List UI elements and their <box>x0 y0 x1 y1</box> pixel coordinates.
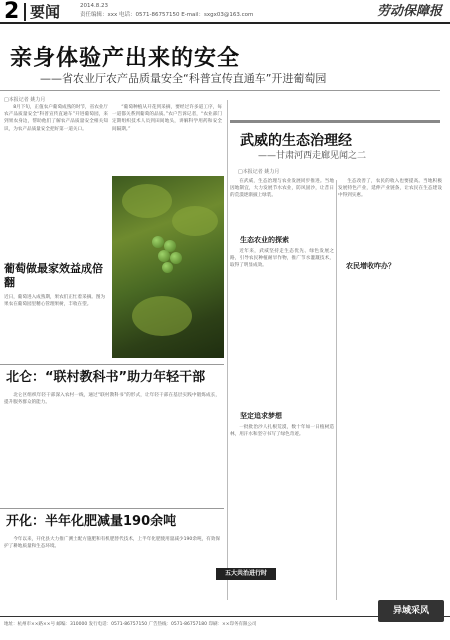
feature-column <box>338 178 442 258</box>
leaf-shape <box>132 296 192 336</box>
feature-column <box>230 424 334 484</box>
lead-divider <box>0 90 440 91</box>
feature-byline: □本报记者 姚力月 <box>238 169 280 175</box>
lead-paragraph: 8月下旬，正值农户葡萄成熟的时节，省农业厅农产品质量安全“科普宣传直通车”开进葡萄园，来到果农身边，帮助他们了解农产品质量安全相关知识，为农产品质量安全把好第一道关口。 <box>4 105 108 132</box>
photo-caption: 近日，葡萄进入成熟期，果农们正忙着采摘。图为果农在葡萄园里精心管理果树，丰收在望。 <box>4 295 106 308</box>
leaf-shape <box>172 206 218 236</box>
footer <box>0 616 450 640</box>
page-number: 2 <box>4 0 20 24</box>
kaihua-text <box>4 536 220 582</box>
issue-date: 2014.8.23 <box>80 3 108 9</box>
feature-subhead: 农民增收咋办？ <box>346 262 395 270</box>
feature-paragraph: 在武威，生态治理与农业发展同步推进。当地因地制宜，大力发展节水农业，防风固沙，让昔日的荒漠逐渐披上绿装。 <box>230 179 334 199</box>
editor-info: 责任编辑：xxx 电话：0571-86757150 E-mail：sxgx03@163.com <box>80 12 254 18</box>
grape-shape <box>158 250 170 262</box>
grape-shape <box>162 262 173 273</box>
lead-column-2 <box>112 104 222 174</box>
feature-column <box>230 178 334 238</box>
leaf-shape <box>122 184 172 218</box>
section-divider <box>0 364 224 365</box>
feature-headline: 武威的生态治理经 <box>240 133 352 149</box>
series-banner: 五大共治进行时 <box>216 568 276 580</box>
beilun-paragraph: 北仑区组织年轻干部深入农村一线，通过“联村教科书”的形式，让年轻干部在基层实践中锻炼成长，提升服务群众的能力。 <box>4 393 220 406</box>
feature-paragraph: 近年来，武威坚持走生态优先、绿色发展之路，引导农民种植耐旱作物，推广节水灌溉技术，取得了明显成效。 <box>230 249 334 269</box>
lead-byline: □本报记者 姚力月 <box>4 97 46 103</box>
column-divider <box>227 100 228 600</box>
beilun-text <box>4 392 220 452</box>
feature-subhead: 生态农业的探索 <box>240 236 289 244</box>
feature-subhead: 坚定追求梦想 <box>240 412 282 420</box>
lead-column-1 <box>4 104 108 254</box>
section-divider <box>0 508 224 509</box>
paper-name: 劳动保障报 <box>376 4 442 19</box>
feature-column <box>230 248 334 308</box>
column-divider <box>336 180 337 600</box>
column-logo: 异域采风 <box>378 600 444 622</box>
grape-shape <box>170 252 182 264</box>
lead-subheadline: ——省农业厅农产品质量安全“科普宣传直通车”开进葡萄园 <box>40 72 327 85</box>
lead-headline: 亲身体验产出来的安全 <box>10 46 241 71</box>
section-title: 要闻 <box>24 3 60 21</box>
feature-subheadline: ——甘肃河西走廊见闻之二 <box>258 151 367 161</box>
footer-info: 地址：杭州市××路××号 邮编：310000 发行电话：0571-86757150 广告热线：0571-86757180 印刷：××印务有限公司 <box>4 622 257 627</box>
feature-paragraph: 生态改善了，农民的收入也要提高。当地积极发展特色产业，延伸产业链条，让农民在生态建设中得到实惠。 <box>338 179 442 199</box>
grape-photo <box>112 176 224 358</box>
lead-paragraph: “葡萄种植从开花到采摘，要经过许多道工序，每一道都关系到葡萄的品质。”农户告诉记者，“农业部门定期组织技术人员到田间地头，讲解科学用药和安全间隔期。” <box>112 105 222 132</box>
feature-paragraph: 一批批治沙人扎根荒漠，数十年如一日植树造林，用汗水和坚守书写了绿色奇迹。 <box>230 425 334 438</box>
kaihua-paragraph: 今年以来，开化县大力推广测土配方施肥和有机肥替代技术，上半年化肥使用量减少190余吨，有效保护了耕地质量和生态环境。 <box>4 537 220 550</box>
beilun-headline: 北仑：“联村教科书”助力年轻干部 <box>6 370 206 385</box>
grape-shape <box>152 236 164 248</box>
masthead <box>0 0 450 24</box>
photo-headline: 葡萄做最家效益成倍翻 <box>4 262 103 289</box>
kaihua-headline: 开化：半年化肥减量190余吨 <box>6 514 177 529</box>
